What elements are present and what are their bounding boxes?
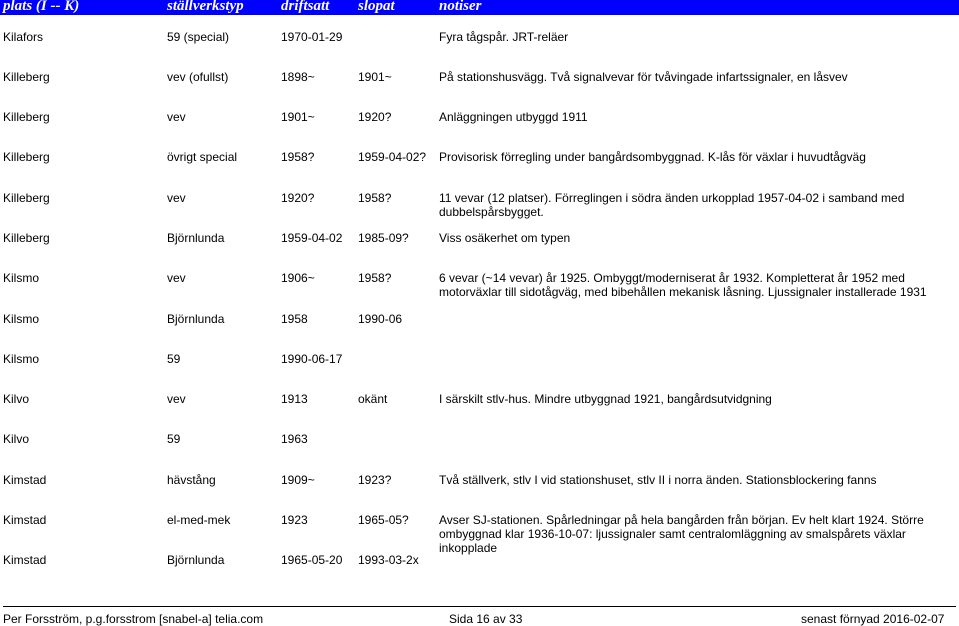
table-row bbox=[0, 271, 959, 311]
cell-notes: Fyra tågspår. JRT-reläer bbox=[439, 30, 569, 44]
cell-place: Kilsmo bbox=[3, 312, 40, 326]
cell-start: 1901~ bbox=[281, 110, 315, 124]
cell-place: Kilsmo bbox=[3, 271, 40, 285]
cell-type: Björnlunda bbox=[167, 231, 225, 245]
cell-type: vev bbox=[167, 392, 186, 406]
cell-place: Kimstad bbox=[3, 513, 47, 527]
table-row bbox=[0, 231, 959, 271]
cell-start: 1958? bbox=[281, 150, 315, 164]
table-row bbox=[0, 110, 959, 150]
header-notes: notiser bbox=[439, 0, 482, 14]
cell-notes: Två ställverk, stlv I vid stationshuset, stlv II i norra änden. Stationsblockering fanns bbox=[439, 473, 877, 487]
cell-place: Killeberg bbox=[3, 150, 50, 164]
cell-type: vev (ofullst) bbox=[167, 70, 229, 84]
cell-place: Kilsmo bbox=[3, 352, 40, 366]
table-row bbox=[0, 30, 959, 70]
cell-start: 1959-04-02 bbox=[281, 231, 343, 245]
cell-type: 59 bbox=[167, 352, 181, 366]
cell-type: vev bbox=[167, 110, 186, 124]
cell-start: 1909~ bbox=[281, 473, 315, 487]
cell-notes: I särskilt stlv-hus. Mindre utbyggnad 1921, bangårdsutvidgning bbox=[439, 392, 772, 406]
cell-notes: 11 vevar (12 platser). Förreglingen i södra änden urkopplad 1957-04-02 i samband med dubbelspårsbygget. bbox=[439, 191, 905, 219]
table-row bbox=[0, 473, 959, 513]
footer-updated: senast förnyad 2016-02-07 bbox=[801, 612, 945, 626]
cell-start: 1965-05-20 bbox=[281, 553, 343, 567]
footer-divider bbox=[3, 606, 956, 607]
cell-type: hävstång bbox=[167, 473, 216, 487]
cell-end: 1993-03-2x bbox=[358, 553, 419, 567]
cell-start: 1920? bbox=[281, 191, 315, 205]
cell-type: 59 bbox=[167, 432, 181, 446]
cell-notes: Avser SJ-stationen. Spårledningar på hela bangården från början. Ev helt klart 1924. Större ombyggnad klar 1936-10-07: ljussignaler samt centralomläggning av smalspårets växlar inkopplade bbox=[439, 513, 924, 555]
table-row bbox=[0, 150, 959, 190]
cell-type: övrigt special bbox=[167, 150, 238, 164]
cell-start: 1913 bbox=[281, 392, 308, 406]
cell-end: okänt bbox=[358, 392, 388, 406]
cell-place: Killeberg bbox=[3, 191, 50, 205]
cell-type: vev bbox=[167, 271, 186, 285]
table-row bbox=[0, 312, 959, 352]
cell-notes: Provisorisk förregling under bangårdsombyggnad. K-lås för växlar i huvudtågväg bbox=[439, 150, 866, 164]
cell-start: 1958 bbox=[281, 312, 308, 326]
cell-end: 1920? bbox=[358, 110, 392, 124]
header-type: ställverkstyp bbox=[167, 0, 244, 14]
header-end: slopat bbox=[358, 0, 395, 14]
table-row bbox=[0, 70, 959, 110]
cell-place: Killeberg bbox=[3, 110, 50, 124]
cell-type: Björnlunda bbox=[167, 553, 225, 567]
cell-place: Kilvo bbox=[3, 392, 30, 406]
cell-start: 1963 bbox=[281, 432, 308, 446]
header-place: plats (I -- K) bbox=[3, 0, 80, 14]
cell-notes: Anläggningen utbyggd 1911 bbox=[439, 110, 588, 124]
cell-type: Björnlunda bbox=[167, 312, 225, 326]
cell-place: Kilvo bbox=[3, 432, 30, 446]
header-start: driftsatt bbox=[281, 0, 330, 14]
cell-start: 1923 bbox=[281, 513, 308, 527]
cell-notes: Viss osäkerhet om typen bbox=[439, 231, 571, 245]
cell-place: Kilafors bbox=[3, 30, 44, 44]
cell-place: Kimstad bbox=[3, 553, 47, 567]
cell-end: 1985-09? bbox=[358, 231, 409, 245]
cell-place: Killeberg bbox=[3, 70, 50, 84]
cell-end: 1958? bbox=[358, 271, 392, 285]
cell-end: 1901~ bbox=[358, 70, 392, 84]
cell-end: 1965-05? bbox=[358, 513, 409, 527]
table-row bbox=[0, 352, 959, 392]
table-row bbox=[0, 553, 959, 593]
table-row bbox=[0, 513, 959, 553]
cell-end: 1958? bbox=[358, 191, 392, 205]
cell-type: 59 (special) bbox=[167, 30, 230, 44]
cell-place: Killeberg bbox=[3, 231, 50, 245]
cell-start: 1898~ bbox=[281, 70, 315, 84]
footer-author: Per Forsström, p.g.forsstrom [snabel-a] telia.com bbox=[3, 612, 264, 626]
cell-type: el-med-mek bbox=[167, 513, 231, 527]
footer-page: Sida 16 av 33 bbox=[449, 612, 523, 626]
cell-notes: 6 vevar (~14 vevar) år 1925. Ombyggt/moderniserat år 1932. Kompletterat år 1952 med motorväxlar till sidotågväg, med bibehållen mekanisk låsning. Ljussignaler installerade 1931 bbox=[439, 271, 927, 299]
cell-notes: På stationshusvägg. Två signalvevar för tvåvingade infartssignaler, en låsvev bbox=[439, 70, 848, 84]
cell-end: 1990-06 bbox=[358, 312, 403, 326]
cell-start: 1970-01-29 bbox=[281, 30, 343, 44]
cell-end: 1923? bbox=[358, 473, 392, 487]
table-row bbox=[0, 432, 959, 472]
cell-type: vev bbox=[167, 191, 186, 205]
cell-place: Kimstad bbox=[3, 473, 47, 487]
table-row bbox=[0, 392, 959, 432]
cell-end: 1959-04-02? bbox=[358, 150, 427, 164]
cell-start: 1990-06-17 bbox=[281, 352, 343, 366]
table-row bbox=[0, 191, 959, 231]
table-header bbox=[0, 0, 959, 15]
cell-start: 1906~ bbox=[281, 271, 315, 285]
